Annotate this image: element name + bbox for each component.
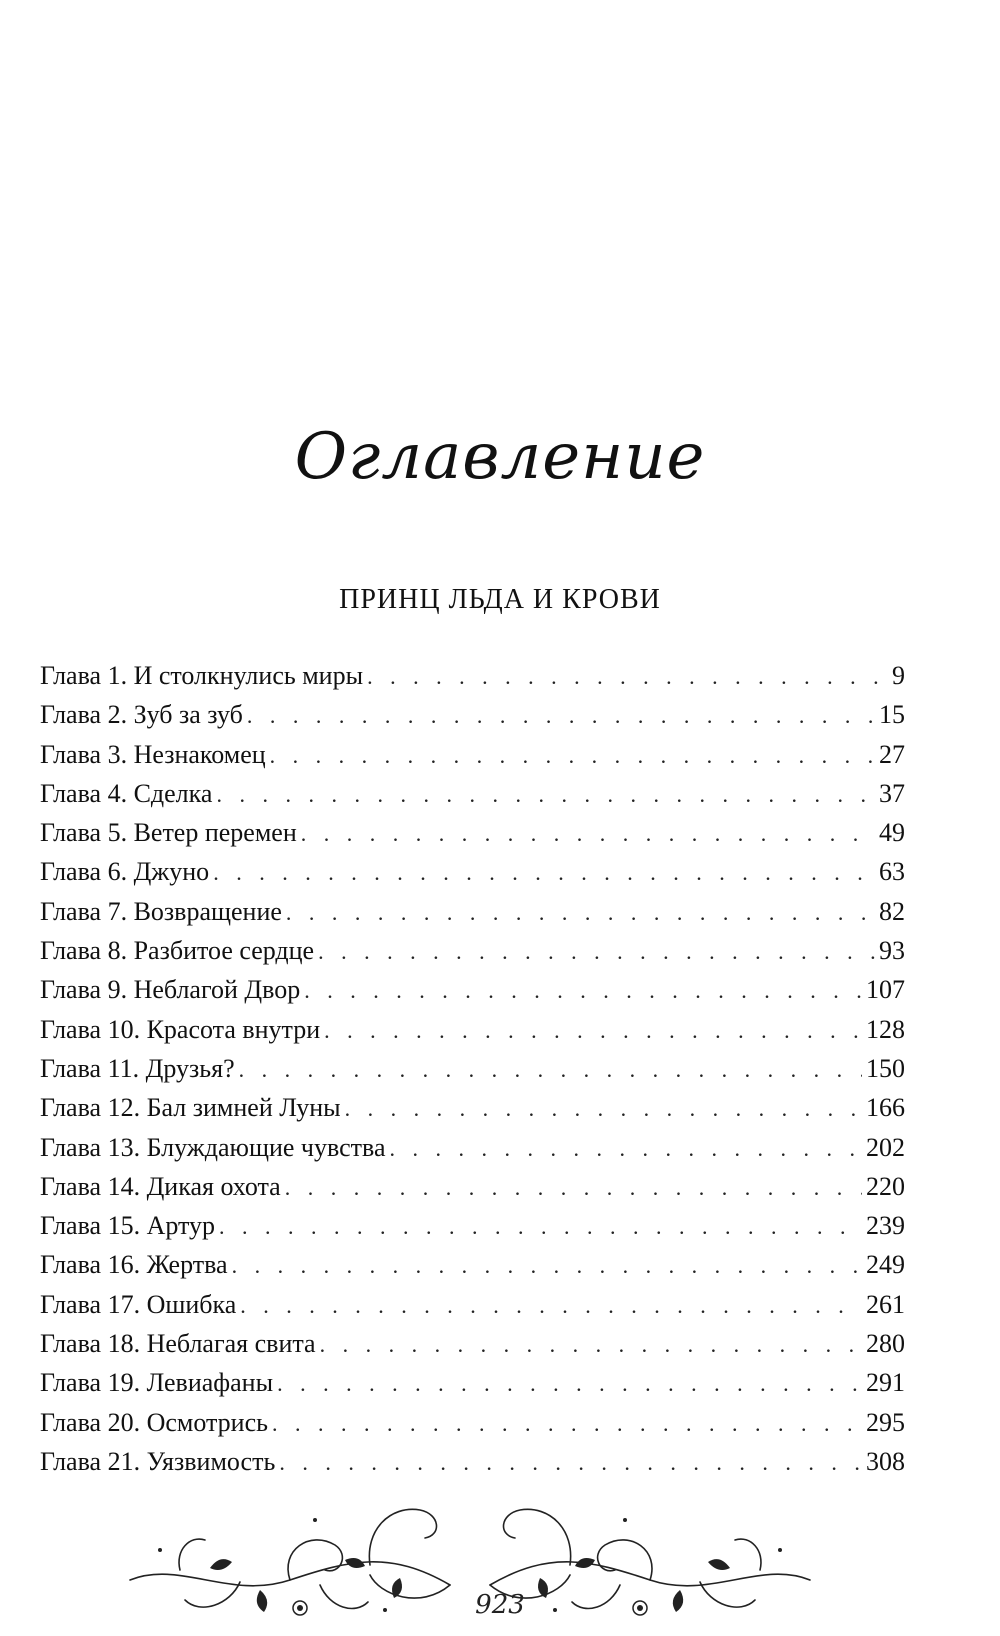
toc-entry[interactable] [40,1324,905,1363]
chapter-page: 261 [866,1289,905,1319]
chapter-title: Глава 14. Дикая охота [40,1171,281,1201]
dot-leader [240,1286,862,1325]
dot-leader [239,1050,862,1089]
chapter-title: Глава 15. Артур [40,1211,216,1241]
dot-leader [272,1404,862,1443]
dot-leader [232,1246,862,1285]
toc-entry[interactable] [40,1128,905,1167]
toc-entry[interactable] [40,1088,905,1127]
toc-entry[interactable] [40,1363,905,1402]
chapter-page: 107 [866,975,905,1005]
chapter-title: Глава 5. Ветер перемен [40,818,297,848]
dot-leader [367,657,888,696]
chapter-page: 37 [879,778,905,808]
chapter-page: 82 [879,896,905,926]
toc-entry[interactable] [40,931,905,970]
dot-leader [277,1364,862,1403]
chapter-title: Глава 4. Сделка [40,778,213,808]
chapter-page: 166 [866,1093,905,1123]
chapter-page: 27 [879,739,905,769]
dot-leader [270,736,875,775]
book-title: ПРИНЦ ЛЬДА И КРОВИ [339,584,661,615]
toc-entry[interactable] [40,1010,905,1049]
toc-entry[interactable] [40,1285,905,1324]
chapter-page: 295 [866,1407,905,1437]
chapter-page: 49 [879,818,905,848]
toc-entry[interactable] [40,1403,905,1442]
toc-entry[interactable] [40,970,905,1009]
dot-leader [301,814,875,853]
table-of-contents [40,656,905,1481]
chapter-title: Глава 6. Джуно [40,857,210,887]
dot-leader [324,1011,862,1050]
chapter-title: Глава 21. Уязвимость [40,1446,276,1476]
toc-entry[interactable] [40,695,905,734]
chapter-title: Глава 10. Красота внутри [40,1014,321,1044]
dot-leader [279,1443,862,1482]
dot-leader [213,853,875,892]
toc-entry[interactable] [40,892,905,931]
chapter-page: 249 [866,1250,905,1280]
dot-leader [219,1207,862,1246]
chapter-title: Глава 7. Возвращение [40,896,282,926]
chapter-page: 63 [879,857,905,887]
dot-leader [286,893,875,932]
chapter-title: Глава 8. Разбитое сердце [40,936,315,966]
dot-leader [318,932,875,971]
chapter-page: 239 [866,1211,905,1241]
page-number: 923 [475,1590,525,1620]
chapter-page: 202 [866,1132,905,1162]
chapter-page: 93 [879,936,905,966]
chapter-title: Глава 16. Жертва [40,1250,228,1280]
toc-heading: Оглавление [294,420,706,494]
toc-entry[interactable] [40,1442,905,1481]
toc-entry[interactable] [40,1049,905,1088]
chapter-page: 291 [866,1368,905,1398]
toc-entry[interactable] [40,656,905,695]
chapter-title: Глава 2. Зуб за зуб [40,700,243,730]
dot-leader [216,775,875,814]
chapter-title: Глава 11. Друзья? [40,1053,235,1083]
chapter-title: Глава 12. Бал зимней Луны [40,1093,341,1123]
dot-leader [304,971,862,1010]
dot-leader [345,1089,862,1128]
chapter-title: Глава 3. Незнакомец [40,739,266,769]
dot-leader [390,1129,863,1168]
toc-entry[interactable] [40,1245,905,1284]
dot-leader [320,1325,862,1364]
dot-leader [247,696,875,735]
chapter-page: 280 [866,1329,905,1359]
chapter-page: 308 [866,1446,905,1476]
toc-entry[interactable] [40,735,905,774]
chapter-title: Глава 20. Осмотрись [40,1407,268,1437]
toc-entry[interactable] [40,774,905,813]
chapter-page: 150 [866,1053,905,1083]
dot-leader [285,1168,862,1207]
toc-entry[interactable] [40,852,905,891]
chapter-title: Глава 1. И столкнулись миры [40,661,364,690]
toc-entry[interactable] [40,813,905,852]
chapter-title: Глава 18. Неблагая свита [40,1329,316,1359]
chapter-page: 15 [879,700,905,730]
chapter-title: Глава 17. Ошибка [40,1289,237,1319]
toc-entry[interactable] [40,1206,905,1245]
chapter-title: Глава 19. Левиафаны [40,1368,274,1398]
chapter-page: 128 [866,1014,905,1044]
chapter-title: Глава 13. Блуждающие чувства [40,1132,386,1162]
chapter-page: 220 [866,1171,905,1201]
chapter-title: Глава 9. Неблагой Двор [40,975,301,1005]
toc-entry[interactable] [40,1167,905,1206]
chapter-page: 9 [892,661,905,690]
